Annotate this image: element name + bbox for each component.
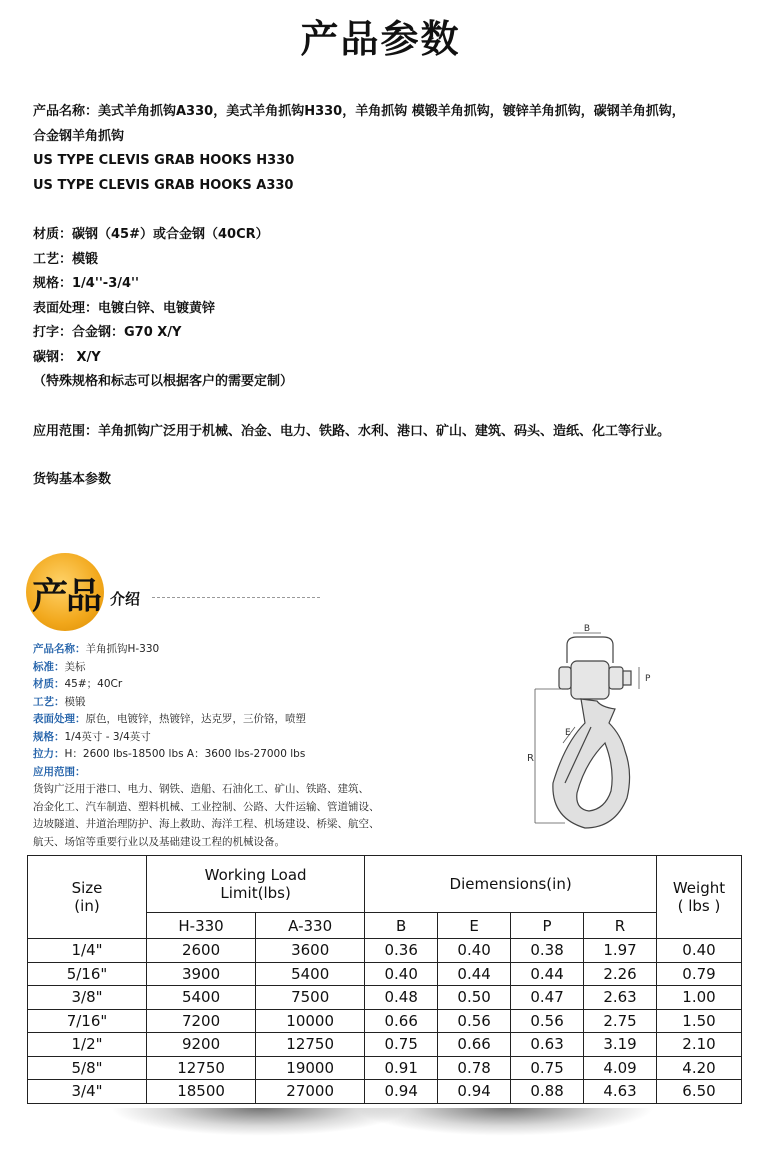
intro-usage-line: 边坡隧道、井道治理防护、海上救助、海洋工程、机场建设、桥梁、航空、	[33, 818, 380, 830]
intro-info-value: 美标	[64, 660, 86, 673]
diagram-label-p: P	[645, 674, 651, 684]
intro-info-key: 材质：	[33, 678, 65, 690]
intro-info-value: 羊角抓钩H-330	[85, 643, 160, 655]
table-cell: 2600	[147, 939, 256, 963]
intro-info-key: 应用范围：	[33, 765, 86, 778]
table-row	[28, 1009, 742, 1033]
table-cell: 2.63	[584, 986, 657, 1010]
table-cell: 0.40	[365, 962, 438, 986]
size-line: 规格：1/4''-3/4''	[33, 276, 139, 291]
table-row	[28, 962, 742, 986]
product-name-line-1: 产品名称：美式羊角抓钩A330，美式羊角抓钩H330，羊角抓钩 模锻羊角抓钩，镀锌羊角抓钩，碳钢羊角抓钩，	[33, 104, 685, 119]
spec-block	[33, 100, 733, 198]
intro-info-item	[33, 729, 380, 747]
intro-info-item	[33, 764, 380, 782]
table-cell: 0.48	[365, 986, 438, 1010]
intro-info-value: 1/4英寸 - 3/4英寸	[64, 730, 151, 743]
intro-info-key: 标准：	[33, 660, 65, 673]
intro-usage-line: 货钩广泛用于港口、电力、钢铁、造船、石油化工、矿山、铁路、建筑、	[33, 783, 369, 795]
table-cell: 1.50	[657, 1009, 742, 1033]
table-cell: 3/8"	[28, 986, 147, 1010]
table-cell: 0.44	[438, 962, 511, 986]
intro-info-value: 原色，电镀锌，热镀锌，达克罗，三价铬，喷塑	[85, 713, 306, 725]
intro-info-key: 表面处理：	[33, 713, 86, 725]
intro-info-item	[33, 711, 380, 729]
material-line: 材质：碳钢（45#）或合金钢（40CR）	[33, 227, 269, 242]
table-cell: 7500	[256, 986, 365, 1010]
table-cell: 0.66	[365, 1009, 438, 1033]
basic-params-heading: 货钩基本参数	[33, 472, 112, 487]
sub-header-cell: R	[584, 913, 657, 939]
english-name-line-1: US TYPE CLEVIS GRAB HOOKS H330	[33, 153, 295, 168]
table-cell: 0.78	[438, 1056, 511, 1080]
table-cell: 18500	[147, 1080, 256, 1104]
intro-info-item	[33, 694, 380, 712]
table-cell: 1.00	[657, 986, 742, 1010]
table-cell: 0.44	[511, 962, 584, 986]
intro-info-key: 工艺：	[33, 695, 65, 708]
table-cell: 0.66	[438, 1033, 511, 1057]
sub-header-cell: E	[438, 913, 511, 939]
diagram-label-e: E	[565, 728, 571, 738]
table-cell: 0.56	[511, 1009, 584, 1033]
table-cell: 12750	[256, 1033, 365, 1057]
intro-label: 介绍	[110, 590, 141, 608]
product-name-line-2: 合金钢羊角抓钩	[33, 128, 125, 144]
table-row	[28, 1080, 742, 1104]
table-cell: 3900	[147, 962, 256, 986]
table-row	[28, 986, 742, 1010]
table-cell: 3600	[256, 939, 365, 963]
table-cell: 0.91	[365, 1056, 438, 1080]
table-cell: 27000	[256, 1080, 365, 1104]
table-cell: 0.94	[438, 1080, 511, 1104]
table-cell: 0.56	[438, 1009, 511, 1033]
carbon-line: 碳钢： X/Y	[33, 349, 101, 365]
application-line: 应用范围：羊角抓钩广泛用于机械、冶金、电力、铁路、水利、港口、矿山、建筑、码头、造纸、化工等行业。	[33, 424, 671, 439]
page-title: 产品参数	[300, 17, 461, 61]
intro-info-item	[33, 641, 380, 659]
table-cell: 0.40	[438, 939, 511, 963]
table-cell: 4.20	[657, 1056, 742, 1080]
process-line: 工艺：模锻	[33, 251, 99, 267]
table-cell: 3/4"	[28, 1080, 147, 1104]
intro-info-item	[33, 676, 380, 694]
intro-info-value: 模锻	[64, 695, 86, 708]
hook-diagram	[505, 623, 665, 838]
intro-info-key: 产品名称：	[33, 643, 86, 655]
table-cell: 0.40	[657, 939, 742, 963]
surface-line: 表面处理：电镀白锌、电镀黄锌	[33, 300, 216, 316]
intro-badge-text: 产品	[31, 576, 100, 617]
table-cell: 2.10	[657, 1033, 742, 1057]
table-cell: 2.26	[584, 962, 657, 986]
table-cell: 6.50	[657, 1080, 742, 1104]
header-wll: Working Load Limit(lbs)	[147, 856, 365, 913]
intro-info-value: H：2600 lbs-18500 lbs A：3600 lbs-27000 lbs	[64, 748, 306, 760]
sub-header-cell: H-330	[147, 913, 256, 939]
intro-info-value: 45#；40Cr	[64, 678, 123, 690]
sub-header-cell: A-330	[256, 913, 365, 939]
header-size: Size (in)	[28, 856, 147, 939]
header-dimensions: Diemensions(in)	[365, 856, 657, 913]
sub-header-cell: B	[365, 913, 438, 939]
table-cell: 0.75	[511, 1056, 584, 1080]
table-cell: 5/8"	[28, 1056, 147, 1080]
sub-header-cell: P	[511, 913, 584, 939]
table-cell: 19000	[256, 1056, 365, 1080]
table-cell: 0.38	[511, 939, 584, 963]
table-cell: 0.50	[438, 986, 511, 1010]
shadow-right	[355, 1108, 655, 1136]
table-cell: 5400	[256, 962, 365, 986]
table-cell: 0.36	[365, 939, 438, 963]
table-cell: 5/16"	[28, 962, 147, 986]
intro-info-item	[33, 746, 380, 764]
intro-info	[33, 641, 380, 851]
table-cell: 2.75	[584, 1009, 657, 1033]
table-row	[28, 939, 742, 963]
table-cell: 7200	[147, 1009, 256, 1033]
table-cell: 0.75	[365, 1033, 438, 1057]
diagram-label-r: R	[527, 753, 534, 764]
table-cell: 0.63	[511, 1033, 584, 1057]
english-name-line-2: US TYPE CLEVIS GRAB HOOKS A330	[33, 177, 294, 193]
table-cell: 0.47	[511, 986, 584, 1010]
table-cell: 1/2"	[28, 1033, 147, 1057]
table-cell: 7/16"	[28, 1009, 147, 1033]
table-cell: 1.97	[584, 939, 657, 963]
table-cell: 4.09	[584, 1056, 657, 1080]
table-cell: 12750	[147, 1056, 256, 1080]
intro-usage-line: 冶金化工、汽车制造、塑料机械、工业控制、公路、大件运输、管道铺设、	[33, 800, 380, 813]
table-row	[28, 1033, 742, 1057]
header-weight: Weight ( lbs )	[657, 856, 742, 939]
intro-divider	[152, 597, 320, 598]
intro-info-key: 规格：	[33, 730, 65, 743]
table-cell: 3.19	[584, 1033, 657, 1057]
table-cell: 1/4"	[28, 939, 147, 963]
table-cell: 9200	[147, 1033, 256, 1057]
table-cell: 0.79	[657, 962, 742, 986]
table-cell: 10000	[256, 1009, 365, 1033]
table-row	[28, 1056, 742, 1080]
intro-info-item	[33, 659, 380, 677]
intro-usage-line: 航天、场馆等重要行业以及基础建设工程的机械设备。	[33, 835, 285, 848]
marking-line: 打字：合金钢：G70 X/Y	[33, 325, 182, 340]
table-cell: 5400	[147, 986, 256, 1010]
table-cell: 0.94	[365, 1080, 438, 1104]
diagram-label-b: B	[583, 624, 591, 634]
parameter-table	[27, 855, 742, 1104]
table-cell: 4.63	[584, 1080, 657, 1104]
intro-info-key: 拉力：	[33, 748, 65, 760]
spec-details	[33, 223, 733, 395]
custom-note: （特殊规格和标志可以根据客户的需要定制）	[33, 374, 294, 389]
table-cell: 0.88	[511, 1080, 584, 1104]
